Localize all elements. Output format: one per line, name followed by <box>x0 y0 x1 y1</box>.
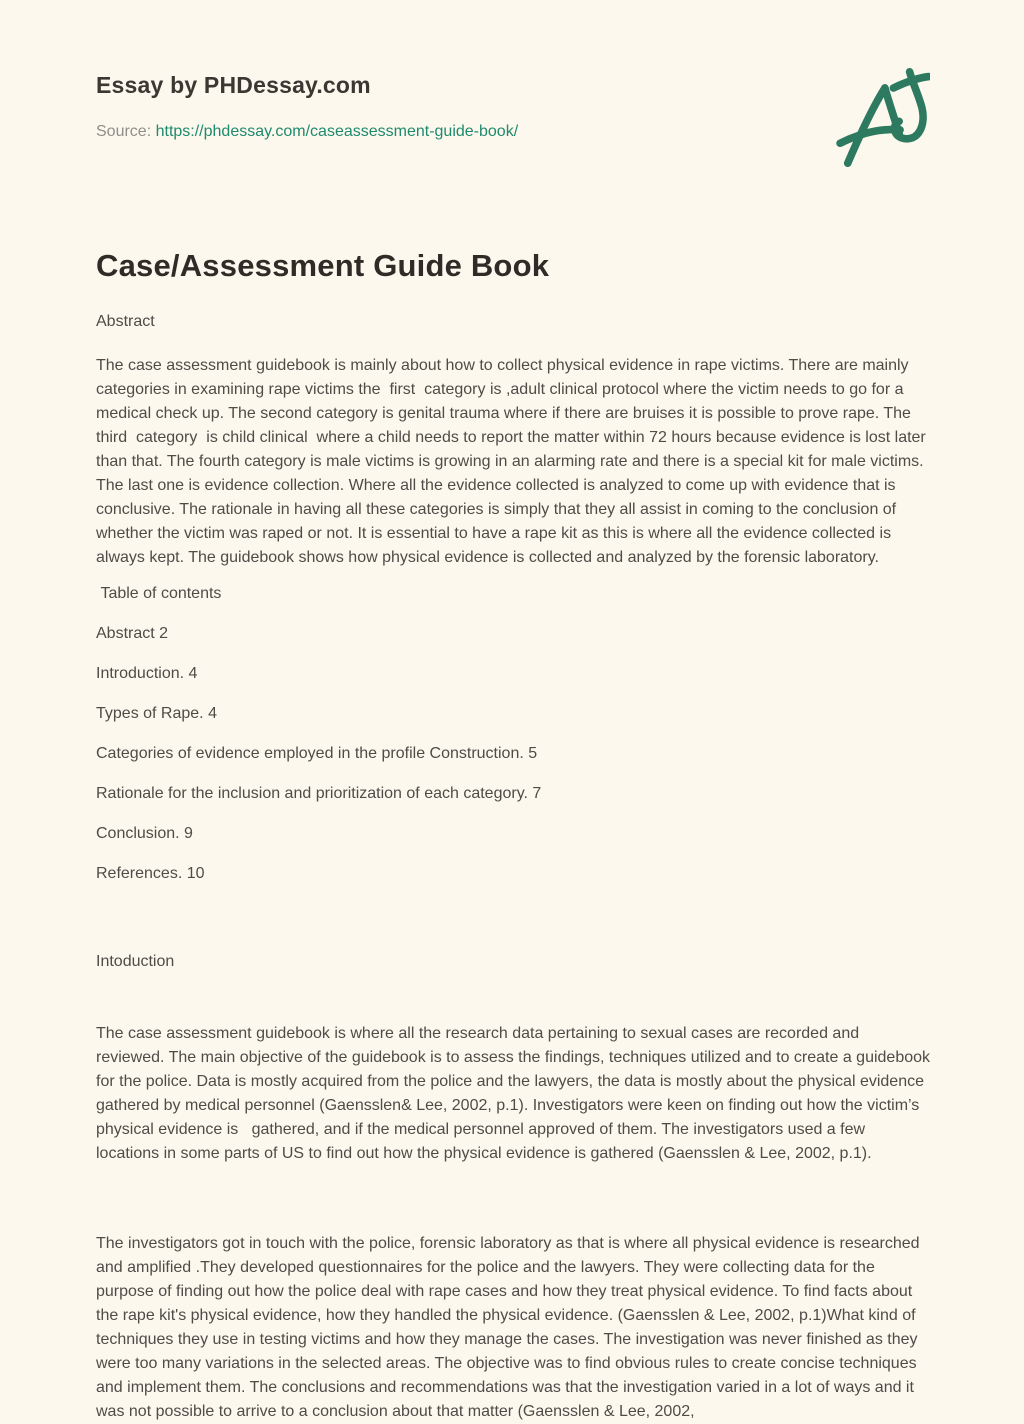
a-plus-logo-icon <box>834 68 930 168</box>
source-link[interactable]: https://phdessay.com/caseassessment-guide-book/ <box>155 123 519 140</box>
header <box>96 72 930 168</box>
abstract-paragraph: The case assessment guidebook is mainly about how to collect physical evidence in rape victims. There are mainly categories in examining rape victims the first category is ,adult clinical protocol where the victim needs to go for a medical check up. The second category is genital trauma where if there are bruises it is possible to prove rape. The third category is child clinical where a child needs to report the matter within 72 hours because evidence is lost later than that. The fourth category is male victims is growing in an alarming rate and there is a special kit for male victims. The last one is evidence collection. Where all the evidence collected is analyzed to come up with evidence that is conclusive. The rationale in having all these categories is simply that they all assist in coming to the conclusion of whether the victim was raped or not. It is essential to have a rape kit as this is where all the evidence collected is always kept. The guidebook shows how physical evidence is collected and analyzed by the forensic laboratory. <box>96 357 931 566</box>
toc-item-references: References. 10 <box>96 865 205 882</box>
abstract-label: Abstract <box>96 313 155 330</box>
introduction-paragraph: The case assessment guidebook is where all the research data pertaining to sexual cases are recorded and reviewed. The main objective of the guidebook is to assess the findings, techniques utilized and to create a guidebook for the police. Data is mostly acquired from the police and the lawyers, the data is mostly about the physical evidence gathered by medical personnel (Gaensslen& Lee, 2002, p.1). Investigators were keen on finding out how the victim’s physical evidence is gathered, and if the medical personnel approved of them. The investigators used a few locations in some parts of US to find out how the physical evidence is gathered (Gaensslen & Lee, 2002, p.1). <box>96 1025 935 1162</box>
essay-title: Case/Assessment Guide Book <box>96 248 550 283</box>
toc-item-introduction: Introduction. 4 <box>96 665 198 682</box>
table-of-contents <box>96 622 930 886</box>
toc-item-abstract: Abstract 2 <box>96 625 169 642</box>
toc-item-categories: Categories of evidence employed in the profile Construction. 5 <box>96 745 538 762</box>
source-label: Source: <box>96 123 156 140</box>
toc-item-conclusion: Conclusion. 9 <box>96 825 193 842</box>
toc-item-types-of-rape: Types of Rape. 4 <box>96 705 217 722</box>
introduction-heading: Intoduction <box>96 953 175 970</box>
header-text <box>96 72 518 141</box>
essay-content <box>96 248 935 1424</box>
body-paragraph: The investigators got in touch with the police, forensic laboratory as that is where all physical evidence is researched and amplified .They developed questionnaires for the police and the lawyers. They were collecting data for the purpose of finding out how the police deal with rape cases and how they treat physical evidence. To find facts about the rape kit's physical evidence, how they handled the physical evidence. (Gaensslen & Lee, 2002, p.1)What kind of techniques they use in testing victims and how they manage the cases. The investigation was never finished as they were too many variations in the selected areas. The objective was to find obvious rules to create concise techniques and implement them. The conclusions and recommendations was that the investigation varied in a lot of ways and it was not possible to arrive to a conclusion about that matter (Gaensslen & Lee, 2002, <box>96 1235 924 1420</box>
toc-item-rationale: Rationale for the inclusion and prioritization of each category. 7 <box>96 785 542 802</box>
toc-title: Table of contents <box>96 585 222 602</box>
source-line <box>96 123 518 141</box>
site-title: Essay by PHDessay.com <box>96 72 371 98</box>
introduction-block <box>96 902 935 1214</box>
